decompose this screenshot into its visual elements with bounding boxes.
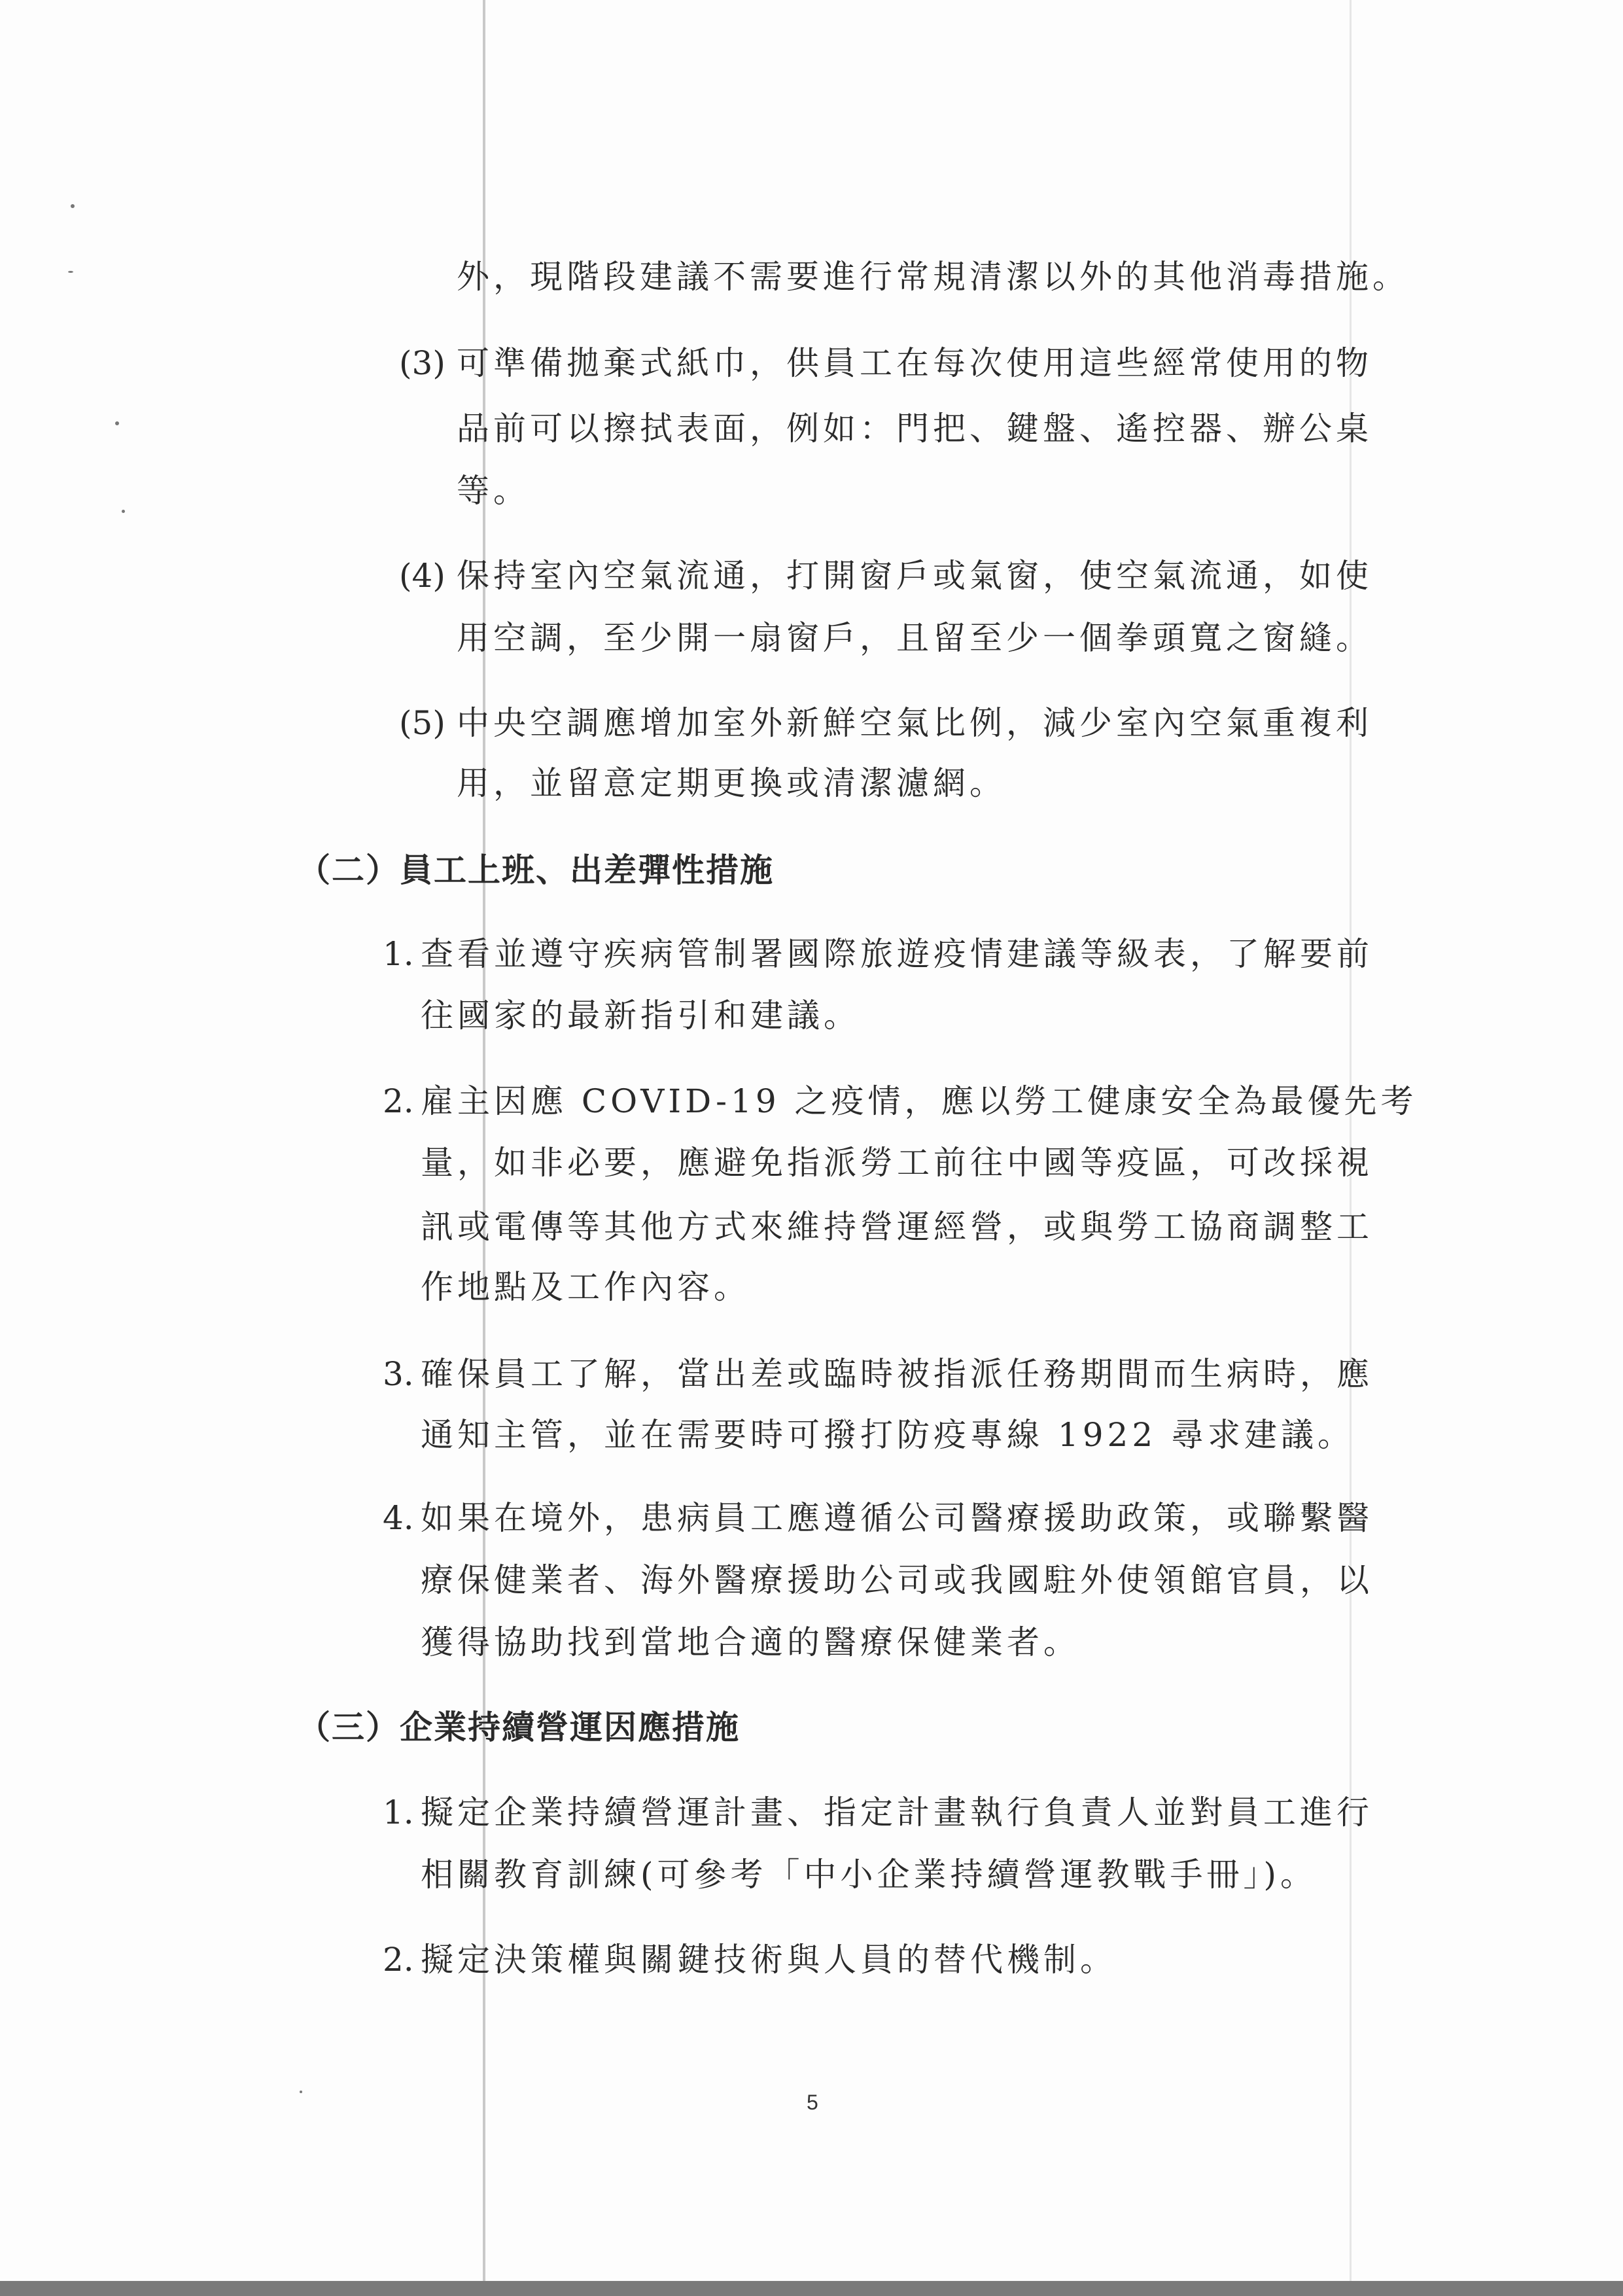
list-item-line: 可準備拋棄式紙巾，供員工在每次使用這些經常使用的物: [457, 344, 1372, 382]
list-item-line: 品前可以擦拭表面，例如：門把、鍵盤、遙控器、辦公桌: [457, 410, 1372, 448]
scan-speck: [300, 2091, 302, 2093]
list-item-line: 相關教育訓練(可參考「中小企業持續營運教戰手冊」)。: [421, 1856, 1318, 1894]
list-item-line: 如果在境外，患病員工應遵循公司醫療援助政策，或聯繫醫: [421, 1499, 1373, 1537]
list-item-marker: (3): [399, 344, 445, 382]
list-item-line: 往國家的最新指引和建議。: [421, 997, 860, 1034]
list-item-marker: 2.: [383, 1941, 414, 1979]
list-item-line: 等。: [457, 472, 530, 510]
list-item-line: 用，並留意定期更換或清潔濾網。: [457, 764, 1006, 802]
section-heading: （二）員工上班、出差彈性措施: [298, 851, 774, 889]
scan-speck: [68, 271, 73, 273]
list-item-line: 中央空調應增加室外新鮮空氣比例，減少室內空氣重複利: [457, 704, 1372, 742]
list-item-marker: (4): [399, 557, 445, 595]
list-item-line: 訊或電傳等其他方式來維持營運經營，或與勞工協商調整工: [421, 1208, 1373, 1246]
list-item-marker: 3.: [383, 1355, 414, 1393]
list-item-marker: 1.: [383, 1793, 414, 1831]
scan-artifact-edge: [0, 2281, 1623, 2296]
list-item-line: 確保員工了解，當出差或臨時被指派任務期間而生病時，應: [421, 1355, 1373, 1393]
list-item-line: 療保健業者、海外醫療援助公司或我國駐外使領館官員，以: [421, 1561, 1373, 1599]
paragraph-line: 外，現階段建議不需要進行常規清潔以外的其他消毒措施。: [457, 258, 1409, 296]
list-item-marker: 4.: [383, 1499, 414, 1537]
list-item-marker: 1.: [383, 935, 414, 973]
list-item-line: 通知主管，並在需要時可撥打防疫專線 1922 尋求建議。: [421, 1416, 1355, 1454]
list-item-line: 用空調，至少開一扇窗戶，且留至少一個拳頭寬之窗縫。: [457, 619, 1372, 657]
list-item-line: 查看並遵守疾病管制署國際旅遊疫情建議等級表，了解要前: [421, 935, 1373, 973]
list-item-line: 擬定企業持續營運計畫、指定計畫執行負責人並對員工進行: [421, 1793, 1373, 1831]
list-item-line: 擬定決策權與關鍵技術與人員的替代機制。: [421, 1941, 1117, 1979]
scan-speck: [122, 510, 125, 513]
list-item-line: 保持室內空氣流通，打開窗戶或氣窗，使空氣流通，如使: [457, 557, 1372, 595]
section-heading: （三）企業持續營運因應措施: [298, 1708, 740, 1746]
list-item-marker: 2.: [383, 1082, 414, 1120]
scan-speck: [115, 421, 119, 425]
list-item-line: 雇主因應 COVID-19 之疫情，應以勞工健康安全為最優先考: [421, 1082, 1418, 1120]
scan-speck: [71, 204, 75, 208]
list-item-line: 作地點及工作內容。: [421, 1268, 750, 1306]
list-item-marker: (5): [399, 704, 445, 742]
page-number: 5: [807, 2091, 818, 2114]
list-item-line: 獲得協助找到當地合適的醫療保健業者。: [421, 1623, 1080, 1661]
list-item-line: 量，如非必要，應避免指派勞工前往中國等疫區，可改採視: [421, 1144, 1373, 1182]
